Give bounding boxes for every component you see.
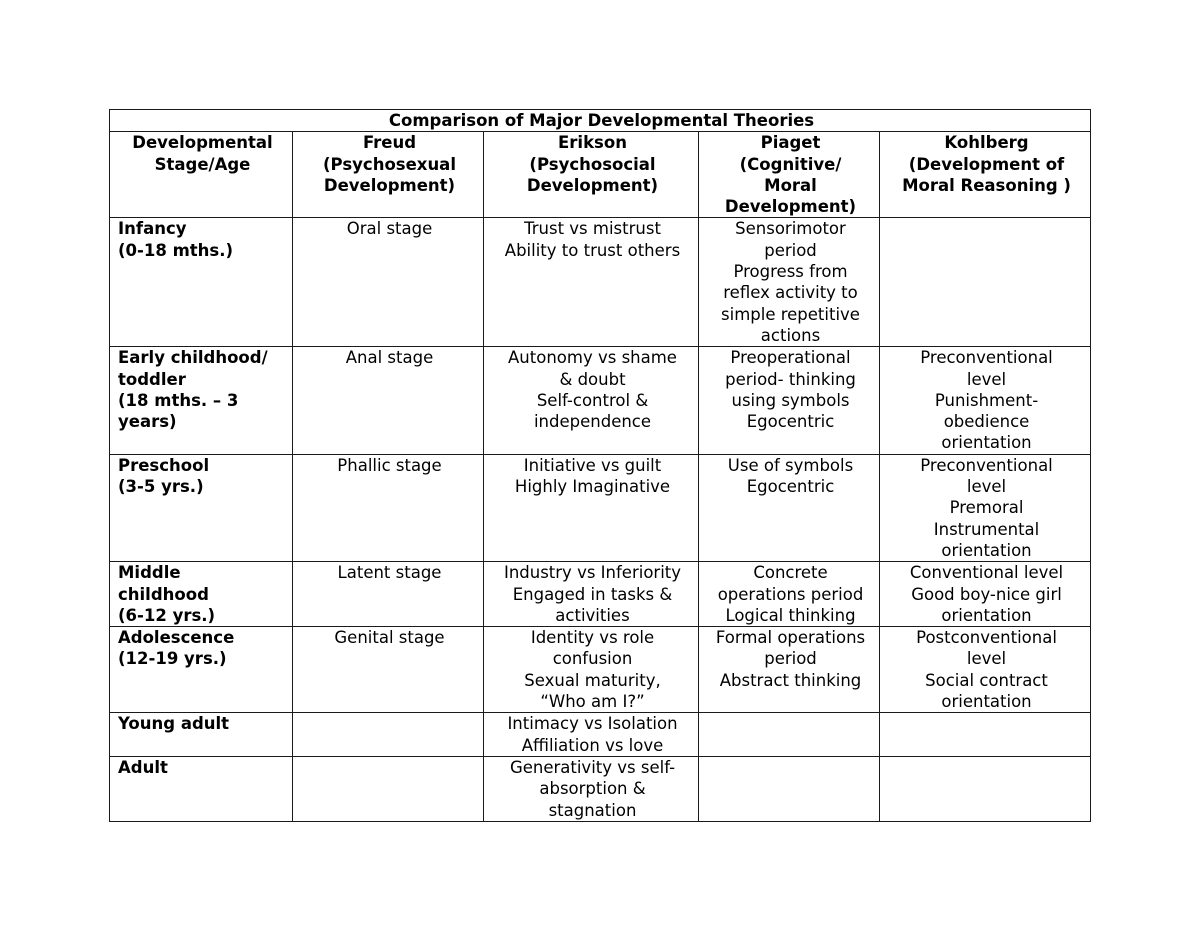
header-line: Development) [323, 175, 456, 195]
cell-line: independence [533, 412, 652, 432]
kohlberg-cell [880, 347, 1091, 454]
freud-cell [293, 713, 484, 757]
cell-line: Preschool [118, 455, 210, 475]
header-line: (Psychosocial [529, 154, 656, 174]
table-row [110, 756, 1091, 821]
cell-line: level [966, 369, 1007, 389]
cell-line: Initiative vs guilt [523, 455, 662, 475]
cell-line: Preconventional [920, 348, 1053, 368]
header-line: Piaget [760, 133, 821, 153]
cell-line: (18 mths. – 3 [118, 390, 239, 410]
cell-line: orientation [941, 692, 1032, 712]
kohlberg-cell [880, 627, 1091, 713]
table-row [110, 627, 1091, 713]
cell-line: Sexual maturity, [524, 670, 661, 690]
header-line: Freud [362, 133, 417, 153]
cell-line: orientation [941, 605, 1032, 625]
cell-line: reflex activity to [723, 283, 858, 303]
table-header-row [110, 132, 1091, 218]
cell-line: Progress from [733, 262, 848, 282]
cell-line: (12-19 yrs.) [118, 649, 227, 669]
cell-line: Ability to trust others [504, 240, 681, 260]
cell-line: confusion [552, 649, 633, 669]
stage-cell [110, 756, 293, 821]
cell-line: period- thinking [725, 369, 856, 389]
cell-line: period [764, 649, 817, 669]
cell-line: Industry vs Inferiority [503, 563, 682, 583]
table-row [110, 713, 1091, 757]
erikson-cell [484, 454, 699, 561]
cell-line: Autonomy vs shame [508, 348, 677, 368]
header-line: Development) [724, 197, 857, 217]
freud-cell [293, 756, 484, 821]
cell-line: Phallic stage [337, 455, 442, 475]
table-title: Comparison of Major Developmental Theories [110, 110, 1091, 132]
cell-line: Latent stage [337, 563, 442, 583]
cell-line: Intimacy vs Isolation [507, 714, 678, 734]
header-kohlberg [880, 132, 1091, 218]
piaget-cell [699, 454, 880, 561]
cell-line: Preconventional [920, 455, 1053, 475]
cell-line: operations period [717, 584, 864, 604]
freud-cell [293, 218, 484, 347]
cell-line: Affiliation vs love [521, 735, 664, 755]
header-line: Developmental [132, 133, 273, 153]
cell-line: level [966, 477, 1007, 497]
cell-line: Sensorimotor [735, 219, 846, 239]
cell-line: Oral stage [346, 219, 433, 239]
erikson-cell [484, 218, 699, 347]
cell-line: Early childhood/ [118, 348, 268, 368]
developmental-theories-table [109, 109, 1091, 822]
cell-line: Generativity vs self- [509, 757, 676, 777]
erikson-cell [484, 347, 699, 454]
cell-line: Adolescence [118, 628, 235, 648]
cell-line: actions [760, 325, 821, 345]
cell-line: Social contract [925, 670, 1048, 690]
kohlberg-cell [880, 218, 1091, 347]
cell-line: “Who am I?” [540, 692, 645, 712]
stage-cell [110, 218, 293, 347]
cell-line: period [764, 240, 817, 260]
cell-line: Conventional level [909, 563, 1064, 583]
erikson-cell [484, 756, 699, 821]
piaget-cell [699, 713, 880, 757]
cell-line: Engaged in tasks & [512, 584, 673, 604]
cell-line: Adult [118, 757, 168, 777]
cell-line: Middle [118, 563, 181, 583]
erikson-cell [484, 713, 699, 757]
cell-line: stagnation [548, 800, 637, 820]
cell-line: Identity vs role [530, 628, 655, 648]
cell-line: Abstract thinking [719, 670, 862, 690]
cell-line: orientation [941, 540, 1032, 560]
cell-line: childhood [118, 584, 209, 604]
cell-line: Good boy-nice girl [911, 584, 1062, 604]
cell-line: simple repetitive [721, 304, 860, 324]
table-row [110, 347, 1091, 454]
cell-line: (3-5 yrs.) [118, 477, 204, 497]
cell-line: Postconventional [916, 628, 1057, 648]
stage-cell [110, 454, 293, 561]
header-erikson [484, 132, 699, 218]
table-row [110, 562, 1091, 627]
cell-line: activities [555, 605, 630, 625]
header-stage-age [110, 132, 293, 218]
kohlberg-cell [880, 713, 1091, 757]
freud-cell [293, 454, 484, 561]
piaget-cell [699, 627, 880, 713]
cell-line: (0-18 mths.) [118, 240, 234, 260]
cell-line: Formal operations [715, 628, 866, 648]
cell-line: Genital stage [334, 628, 445, 648]
freud-cell [293, 562, 484, 627]
erikson-cell [484, 562, 699, 627]
piaget-cell [699, 756, 880, 821]
header-line: Development) [526, 175, 659, 195]
cell-line: absorption & [539, 779, 646, 799]
cell-line: toddler [118, 369, 186, 389]
table-row [110, 218, 1091, 347]
kohlberg-cell [880, 562, 1091, 627]
header-line: (Psychosexual [323, 154, 456, 174]
header-line: Kohlberg [944, 133, 1029, 153]
header-line: Stage/Age [154, 154, 251, 174]
cell-line: & doubt [559, 369, 626, 389]
freud-cell [293, 347, 484, 454]
cell-line: Highly Imaginative [514, 477, 671, 497]
header-line: Erikson [558, 133, 627, 153]
table-row [110, 454, 1091, 561]
cell-line: Punishment- [934, 390, 1039, 410]
header-piaget [699, 132, 880, 218]
cell-line: Egocentric [746, 412, 835, 432]
kohlberg-cell [880, 454, 1091, 561]
cell-line: years) [118, 412, 177, 432]
cell-line: Anal stage [345, 348, 434, 368]
cell-line: Use of symbols [727, 455, 854, 475]
header-freud [293, 132, 484, 218]
table-title-row [110, 110, 1091, 132]
stage-cell [110, 562, 293, 627]
stage-cell [110, 627, 293, 713]
erikson-cell [484, 627, 699, 713]
cell-line: Instrumental [933, 519, 1040, 539]
cell-line: orientation [941, 433, 1032, 453]
cell-line: Preoperational [730, 348, 851, 368]
cell-line: Premoral [949, 498, 1024, 518]
piaget-cell [699, 562, 880, 627]
cell-line: Egocentric [746, 477, 835, 497]
piaget-cell [699, 347, 880, 454]
header-line: (Cognitive/ [739, 154, 842, 174]
cell-line: Young adult [118, 714, 230, 734]
header-line: Moral Reasoning ) [902, 175, 1071, 195]
cell-line: Concrete [753, 563, 828, 583]
kohlberg-cell [880, 756, 1091, 821]
cell-line: Logical thinking [725, 605, 856, 625]
cell-line: Self-control & [536, 390, 649, 410]
cell-line: (6-12 yrs.) [118, 605, 216, 625]
cell-line: using symbols [731, 390, 850, 410]
cell-line: level [966, 649, 1007, 669]
header-line: Moral [764, 175, 817, 195]
stage-cell [110, 713, 293, 757]
piaget-cell [699, 218, 880, 347]
header-line: (Development of [908, 154, 1065, 174]
cell-line: Infancy [118, 219, 187, 239]
cell-line: Trust vs mistrust [524, 219, 661, 239]
stage-cell [110, 347, 293, 454]
freud-cell [293, 627, 484, 713]
cell-line: obedience [943, 412, 1030, 432]
